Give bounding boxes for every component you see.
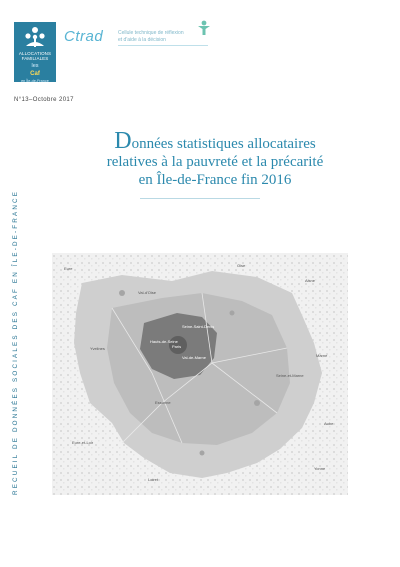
map-label: Aisne bbox=[305, 278, 316, 283]
title-line-1: Données statistiques allocataires bbox=[114, 128, 316, 154]
urban-spot bbox=[254, 400, 260, 406]
ile-de-france-map bbox=[52, 253, 348, 495]
map-label: Essonne bbox=[155, 400, 171, 405]
map-label: Seine-et-Marne bbox=[276, 373, 304, 378]
family-tree-icon bbox=[22, 24, 48, 50]
map-label: Val-de-Marne bbox=[182, 355, 206, 360]
ctrad-name: Ctrad bbox=[64, 28, 104, 45]
map-label: Marne bbox=[316, 353, 328, 358]
issue-number: N°13–Octobre 2017 bbox=[14, 97, 74, 103]
map-label: Eure-et-Loir bbox=[72, 440, 94, 445]
ctrad-underline bbox=[118, 45, 208, 46]
title-line-2: relatives à la pauvreté et la précarité bbox=[106, 154, 324, 170]
map-label: Val-d'Oise bbox=[138, 290, 157, 295]
map-label: Loiret bbox=[148, 477, 159, 482]
logo-text-caf: Caf bbox=[30, 71, 40, 77]
map-label: Yvelines bbox=[90, 346, 105, 351]
ctrad-description: Cellule technique de réflexion et d'aide à la décision bbox=[118, 30, 184, 43]
caf-logo bbox=[14, 22, 56, 82]
logo-text-allocations: ALLOCATIONS FAMILIALES bbox=[18, 51, 52, 61]
logo-text-region: en Île-de-France bbox=[21, 79, 49, 82]
title-dropcap: D bbox=[114, 128, 132, 154]
title-divider bbox=[140, 198, 260, 199]
urban-spot bbox=[119, 290, 125, 296]
map-label: Paris bbox=[172, 344, 182, 349]
logo-text-les: les bbox=[31, 63, 39, 69]
person-icon bbox=[197, 20, 211, 36]
map-label: Oise bbox=[237, 263, 246, 268]
urban-spot bbox=[200, 451, 205, 456]
map-label: Yonne bbox=[314, 466, 326, 471]
document-title bbox=[60, 128, 370, 189]
map-label: Aube bbox=[324, 421, 334, 426]
title-line-3: en Île-de-France fin 2016 bbox=[138, 172, 292, 188]
map-label: Eure bbox=[64, 266, 73, 271]
map-label: Hauts-de-Seine bbox=[150, 339, 178, 344]
map-label: Seine-Saint-Denis bbox=[182, 324, 215, 329]
urban-spot bbox=[230, 311, 235, 316]
